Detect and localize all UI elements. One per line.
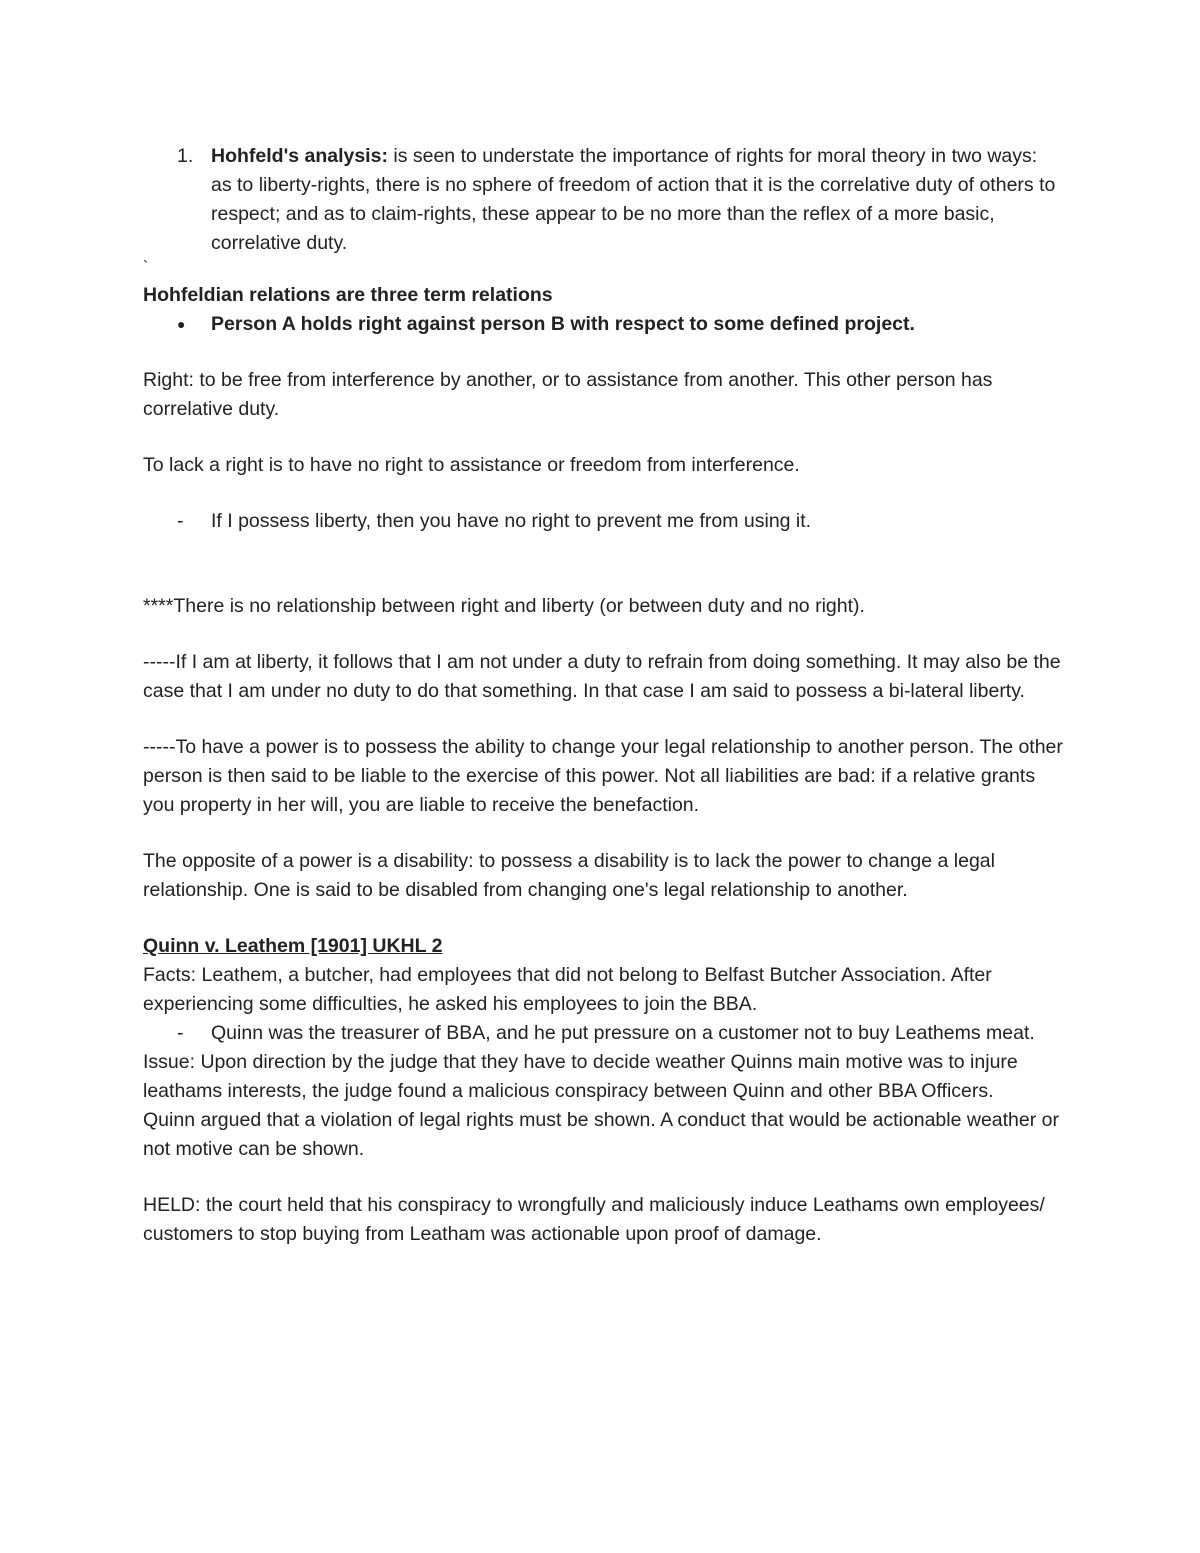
liberty-dash-text: If I possess liberty, then you have no right to prevent me from using it.	[211, 510, 812, 532]
lack-right-paragraph: To lack a right is to have no right to assistance or freedom from interference.	[143, 454, 800, 476]
spacer	[143, 339, 1063, 366]
bullet-dot-icon: ●	[177, 316, 186, 332]
document-body	[143, 142, 1063, 1249]
hohfeld-text: is seen to understate the importance of rights for moral theory in two ways: as to liberty-rights, there is no sphere of freedom of action that it is the correlative duty of others to respect; and as to claim-rights, these appear to be no more than the reflex of a more basic, correlative duty.	[211, 145, 1056, 254]
spacer	[143, 480, 1063, 507]
list-item-text	[211, 142, 1063, 258]
spacer	[143, 820, 1063, 847]
spacer	[143, 706, 1063, 733]
case-facts-dash-text: Quinn was the treasurer of BBA, and he put pressure on a customer not to buy Leathems meat.	[211, 1022, 1035, 1044]
numbered-item-hohfeld	[143, 142, 1063, 258]
case-argument: Quinn argued that a violation of legal rights must be shown. A conduct that would be actionable weather or not motive can be shown.	[143, 1109, 1059, 1160]
power-paragraph: -----To have a power is to possess the ability to change your legal relationship to another person. The other person is then said to be liable to the exercise of this power. Not all liabilities are bad: if a relative grants you property in her will, you are liable to receive the benefaction.	[143, 736, 1063, 816]
no-relationship-paragraph: ****There is no relationship between right and liberty (or between duty and no right).	[143, 595, 865, 617]
liberty-dash-item	[143, 507, 1063, 536]
case-issue: Issue: Upon direction by the judge that they have to decide weather Quinns main motive was to injure leathams interests, the judge found a malicious conspiracy between Quinn and other BBA Officers.	[143, 1051, 1018, 1102]
case-title: Quinn v. Leathem [1901] UKHL 2	[143, 935, 443, 957]
spacer	[143, 905, 1063, 932]
spacer	[143, 621, 1063, 648]
dash-mark: -	[177, 510, 184, 532]
spacer	[143, 536, 1063, 592]
liberty-paragraph: -----If I am at liberty, it follows that I am not under a duty to refrain from doing something. It may also be the case that I am under no duty to do that something. In that case I am said to possess a bi-lateral liberty.	[143, 651, 1061, 702]
case-facts: Facts: Leathem, a butcher, had employees that did not belong to Belfast Butcher Association. After experiencing some difficulties, he asked his employees to join the BBA.	[143, 964, 992, 1015]
disability-paragraph: The opposite of a power is a disability: to possess a disability is to lack the power to change a legal relationship. One is said to be disabled from changing one's legal relationship to another.	[143, 850, 995, 901]
case-facts-dash-item	[143, 1019, 1063, 1048]
spacer	[143, 1164, 1063, 1191]
stray-backtick: `	[143, 259, 149, 276]
hohfeld-heading: Hohfeld's analysis:	[211, 145, 388, 167]
relations-heading: Hohfeldian relations are three term relations	[143, 284, 553, 306]
spacer	[143, 424, 1063, 451]
right-paragraph: Right: to be free from interference by another, or to assistance from another. This other person has correlative duty.	[143, 369, 993, 420]
case-held: HELD: the court held that his conspiracy to wrongfully and maliciously induce Leathams own employees/ customers to stop buying from Leatham was actionable upon proof of damage.	[143, 1194, 1045, 1245]
list-number: 1.	[177, 145, 194, 167]
dash-mark: -	[177, 1022, 184, 1044]
relations-bullet-item	[143, 310, 1063, 339]
relations-bullet-text: Person A holds right against person B with respect to some defined project.	[211, 313, 915, 335]
